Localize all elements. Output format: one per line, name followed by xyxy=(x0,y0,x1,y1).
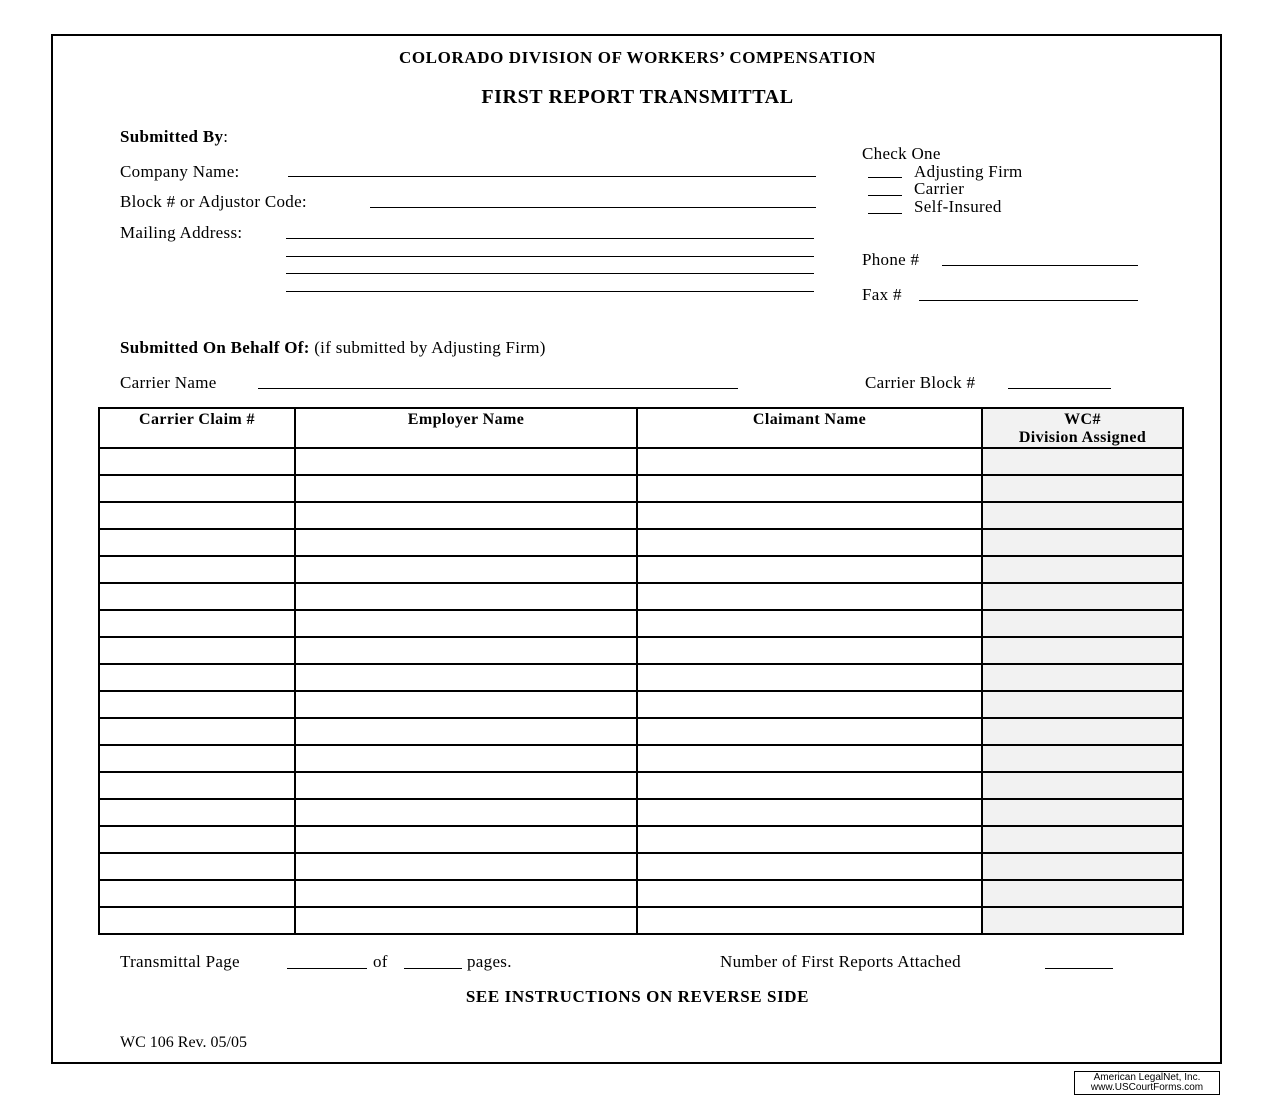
cell-carrier-claim[interactable] xyxy=(99,556,295,583)
reports-attached-field[interactable] xyxy=(1045,968,1113,969)
cell-claimant-name[interactable] xyxy=(637,637,982,664)
company-name-field[interactable] xyxy=(288,176,816,177)
col-claimant-name: Claimant Name xyxy=(637,408,982,448)
block-adjustor-label: Block # or Adjustor Code: xyxy=(120,192,307,211)
claims-table xyxy=(98,407,1184,935)
table-row xyxy=(99,826,1183,853)
cell-employer-name[interactable] xyxy=(295,718,637,745)
col-employer-name: Employer Name xyxy=(295,408,637,448)
cell-employer-name[interactable] xyxy=(295,745,637,772)
option-self-insured: Self-Insured xyxy=(914,197,1002,216)
cell-carrier-claim[interactable] xyxy=(99,772,295,799)
cell-wc-number xyxy=(982,853,1183,880)
cell-carrier-claim[interactable] xyxy=(99,583,295,610)
cell-wc-number xyxy=(982,475,1183,502)
carrier-name-label: Carrier Name xyxy=(120,373,217,392)
cell-claimant-name[interactable] xyxy=(637,718,982,745)
option-carrier: Carrier xyxy=(914,179,965,198)
cell-carrier-claim[interactable] xyxy=(99,745,295,772)
table-body xyxy=(99,448,1183,934)
cell-employer-name[interactable] xyxy=(295,556,637,583)
cell-claimant-name[interactable] xyxy=(637,745,982,772)
block-adjustor-field[interactable] xyxy=(370,207,816,208)
instructions-note: SEE INSTRUCTIONS ON REVERSE SIDE xyxy=(465,987,810,1006)
table-row xyxy=(99,907,1183,934)
on-behalf-heading xyxy=(120,338,546,358)
cell-employer-name[interactable] xyxy=(295,610,637,637)
phone-label: Phone # xyxy=(862,250,920,269)
table-row xyxy=(99,610,1183,637)
cell-employer-name[interactable] xyxy=(295,799,637,826)
cell-claimant-name[interactable] xyxy=(637,529,982,556)
cell-employer-name[interactable] xyxy=(295,502,637,529)
cell-carrier-claim[interactable] xyxy=(99,718,295,745)
cell-employer-name[interactable] xyxy=(295,853,637,880)
cell-wc-number xyxy=(982,907,1183,934)
cell-employer-name[interactable] xyxy=(295,664,637,691)
cell-claimant-name[interactable] xyxy=(637,799,982,826)
cell-wc-number xyxy=(982,502,1183,529)
cell-wc-number xyxy=(982,583,1183,610)
col-carrier-claim: Carrier Claim # xyxy=(99,408,295,448)
mailing-address-line-1[interactable] xyxy=(286,238,814,239)
mailing-address-line-2[interactable] xyxy=(286,256,814,257)
cell-wc-number xyxy=(982,637,1183,664)
cell-claimant-name[interactable] xyxy=(637,556,982,583)
cell-claimant-name[interactable] xyxy=(637,610,982,637)
cell-carrier-claim[interactable] xyxy=(99,664,295,691)
total-pages-field[interactable] xyxy=(404,968,462,969)
cell-carrier-claim[interactable] xyxy=(99,880,295,907)
cell-carrier-claim[interactable] xyxy=(99,907,295,934)
company-name-label: Company Name: xyxy=(120,162,240,181)
submitted-by-heading xyxy=(120,127,228,147)
cell-claimant-name[interactable] xyxy=(637,502,982,529)
cell-employer-name[interactable] xyxy=(295,880,637,907)
table-row xyxy=(99,718,1183,745)
cell-carrier-claim[interactable] xyxy=(99,502,295,529)
cell-claimant-name[interactable] xyxy=(637,907,982,934)
table-row xyxy=(99,799,1183,826)
publisher-name: American LegalNet, Inc. xyxy=(1093,1072,1201,1083)
cell-claimant-name[interactable] xyxy=(637,853,982,880)
cell-carrier-claim[interactable] xyxy=(99,475,295,502)
publisher-url: www.USCourtForms.com xyxy=(1090,1082,1204,1093)
check-carrier-blank[interactable] xyxy=(868,195,902,196)
table-row xyxy=(99,448,1183,475)
form-id: WC 106 Rev. 05/05 xyxy=(120,1034,247,1051)
cell-employer-name[interactable] xyxy=(295,691,637,718)
cell-wc-number xyxy=(982,799,1183,826)
cell-carrier-claim[interactable] xyxy=(99,853,295,880)
reports-attached-label: Number of First Reports Attached xyxy=(720,952,961,971)
table-row xyxy=(99,691,1183,718)
cell-carrier-claim[interactable] xyxy=(99,691,295,718)
cell-employer-name[interactable] xyxy=(295,637,637,664)
table-row xyxy=(99,772,1183,799)
submitted-by-text: Submitted By xyxy=(120,127,224,146)
table-row xyxy=(99,475,1183,502)
option-adjusting-firm: Adjusting Firm xyxy=(914,162,1023,181)
pages-label: pages. xyxy=(467,952,512,971)
wc-column-line2: Division Assigned xyxy=(1018,429,1147,446)
cell-wc-number xyxy=(982,718,1183,745)
submitted-by-colon: : xyxy=(223,127,229,146)
form-title: FIRST REPORT TRANSMITTAL xyxy=(481,86,794,108)
cell-wc-number xyxy=(982,610,1183,637)
cell-claimant-name[interactable] xyxy=(637,691,982,718)
cell-wc-number xyxy=(982,448,1183,475)
wc-column-line1: WC# xyxy=(1064,411,1101,428)
table-row xyxy=(99,664,1183,691)
cell-employer-name[interactable] xyxy=(295,475,637,502)
agency-name: COLORADO DIVISION OF WORKERS’ COMPENSATION xyxy=(398,48,876,67)
cell-wc-number xyxy=(982,772,1183,799)
cell-employer-name[interactable] xyxy=(295,583,637,610)
cell-carrier-claim[interactable] xyxy=(99,529,295,556)
of-label: of xyxy=(373,952,388,971)
table-row xyxy=(99,502,1183,529)
check-self-insured-blank[interactable] xyxy=(868,213,902,214)
table-row xyxy=(99,529,1183,556)
cell-wc-number xyxy=(982,529,1183,556)
cell-wc-number xyxy=(982,664,1183,691)
check-one-heading: Check One xyxy=(862,144,941,163)
cell-claimant-name[interactable] xyxy=(637,448,982,475)
cell-wc-number xyxy=(982,745,1183,772)
cell-employer-name[interactable] xyxy=(295,907,637,934)
cell-claimant-name[interactable] xyxy=(637,664,982,691)
on-behalf-note: (if submitted by Adjusting Firm) xyxy=(309,338,546,357)
phone-field[interactable] xyxy=(942,265,1138,266)
carrier-name-field[interactable] xyxy=(258,388,738,389)
mailing-address-label: Mailing Address: xyxy=(120,223,243,242)
mailing-address-line-3[interactable] xyxy=(286,273,814,274)
carrier-block-field[interactable] xyxy=(1008,388,1111,389)
table-row xyxy=(99,637,1183,664)
table-row xyxy=(99,745,1183,772)
cell-employer-name[interactable] xyxy=(295,826,637,853)
cell-claimant-name[interactable] xyxy=(637,880,982,907)
carrier-block-label: Carrier Block # xyxy=(865,373,976,392)
table-row xyxy=(99,556,1183,583)
table-row xyxy=(99,853,1183,880)
col-wc-division-assigned xyxy=(982,408,1183,448)
cell-wc-number xyxy=(982,691,1183,718)
on-behalf-text: Submitted On Behalf Of: xyxy=(120,338,310,357)
cell-employer-name[interactable] xyxy=(295,448,637,475)
cell-carrier-claim[interactable] xyxy=(99,799,295,826)
cell-wc-number xyxy=(982,880,1183,907)
cell-carrier-claim[interactable] xyxy=(99,826,295,853)
table-header-row xyxy=(99,408,1183,448)
cell-employer-name[interactable] xyxy=(295,529,637,556)
table-row xyxy=(99,583,1183,610)
cell-carrier-claim[interactable] xyxy=(99,637,295,664)
cell-employer-name[interactable] xyxy=(295,772,637,799)
transmittal-page-label: Transmittal Page xyxy=(120,952,240,971)
table-row xyxy=(99,880,1183,907)
cell-claimant-name[interactable] xyxy=(637,772,982,799)
cell-wc-number xyxy=(982,556,1183,583)
cell-claimant-name[interactable] xyxy=(637,583,982,610)
cell-wc-number xyxy=(982,826,1183,853)
transmittal-page-field[interactable] xyxy=(287,968,367,969)
mailing-address-line-4[interactable] xyxy=(286,291,814,292)
cell-claimant-name[interactable] xyxy=(637,475,982,502)
fax-label: Fax # xyxy=(862,285,902,304)
fax-field[interactable] xyxy=(919,300,1138,301)
cell-carrier-claim[interactable] xyxy=(99,448,295,475)
cell-carrier-claim[interactable] xyxy=(99,610,295,637)
publisher-stamp xyxy=(1074,1071,1220,1095)
check-adjusting-firm-blank[interactable] xyxy=(868,177,902,178)
cell-claimant-name[interactable] xyxy=(637,826,982,853)
